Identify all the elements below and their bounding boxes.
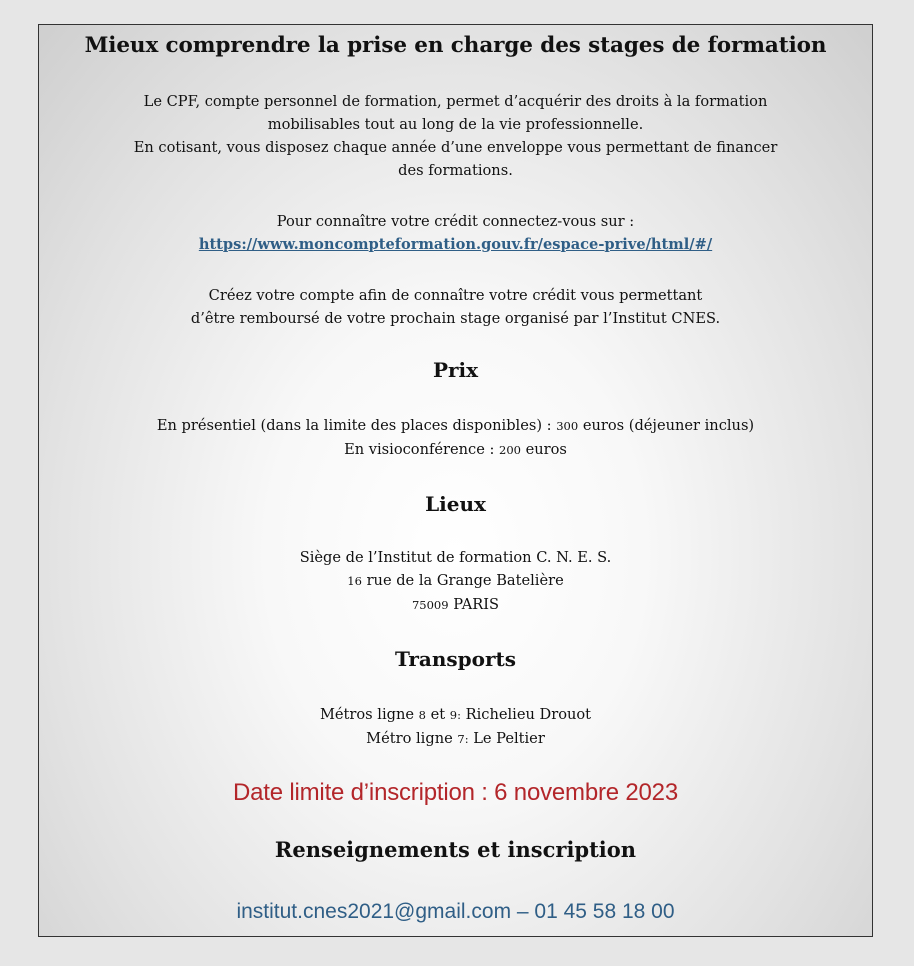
moncompteformation-link[interactable]: https://www.moncompteformation.gouv.fr/espace-prive/html/#/ <box>198 236 713 253</box>
cpf-intro <box>39 90 872 182</box>
account-line-2: d’être remboursé de votre prochain stage organisé par l’Institut CNES. <box>190 310 721 327</box>
info-card <box>38 24 873 937</box>
lieux-heading: Lieux <box>425 492 486 516</box>
metro-line-7: Métro ligne 7: Le Peltier <box>366 730 545 747</box>
renseignements-heading: Renseignements et inscription <box>274 837 637 862</box>
page-title: Mieux comprendre la prise en charge des stages de formation <box>84 33 827 58</box>
prix-presentiel-amount: 300 <box>556 419 579 433</box>
transports-details <box>39 703 872 751</box>
credit-line: Pour connaître votre crédit connectez-vous sur : <box>276 213 635 230</box>
metro-line-8-9: Métros ligne 8 et 9: Richelieu Drouot <box>319 706 592 723</box>
contact-info[interactable]: institut.cnes2021@gmail.com – 01 45 58 18 00 <box>236 900 675 923</box>
credit-info <box>39 210 872 256</box>
intro-line-4: des formations. <box>398 162 513 179</box>
lieux-address <box>39 546 872 617</box>
lieux-city: 75009 PARIS <box>411 596 499 613</box>
prix-heading: Prix <box>432 358 479 382</box>
intro-line-2: mobilisables tout au long de la vie professionnelle. <box>267 116 644 133</box>
intro-line-1: Le CPF, compte personnel de formation, permet d’acquérir des droits à la formation <box>143 93 768 110</box>
prix-visio-amount: 200 <box>499 443 521 457</box>
account-info <box>39 284 872 330</box>
transports-heading: Transports <box>394 647 517 671</box>
lieux-line-1: Siège de l’Institut de formation C. N. E. S. <box>299 549 612 566</box>
registration-deadline: Date limite d’inscription : 6 novembre 2023 <box>233 779 678 806</box>
intro-line-3: En cotisant, vous disposez chaque année d’une enveloppe vous permettant de financer <box>133 139 778 156</box>
lieux-street: 16 rue de la Grange Batelière <box>347 572 564 589</box>
prix-presentiel: En présentiel (dans la limite des places disponibles) : 300 euros (déjeuner inclus) <box>156 417 755 434</box>
prix-details <box>39 414 872 462</box>
account-line-1: Créez votre compte afin de connaître votre crédit vous permettant <box>208 287 703 304</box>
prix-visio: En visioconférence : 200 euros <box>344 441 567 458</box>
